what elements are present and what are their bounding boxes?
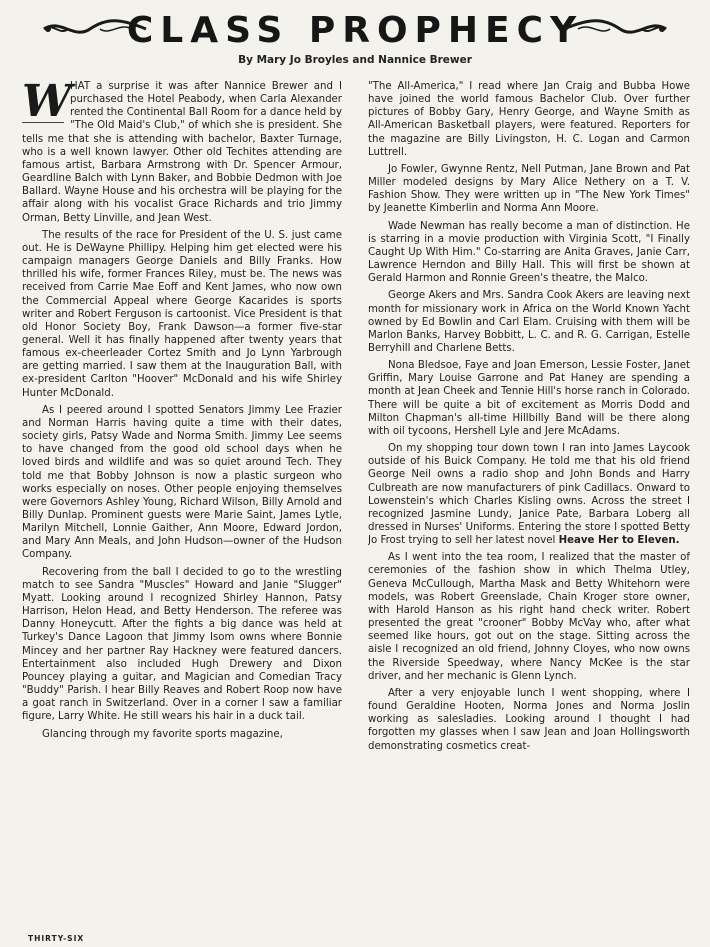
paragraph: Wade Newman has really become a man of distinction. He is starring in a movie production with Virginia Scott, "I Finally Caught Up With Him." Co-starring are Anita Graves, Janie Carr, Lawrence Herndon and Billy Hall. This will first be shown at Gerald Harmon and Ronnie Green's theatre, the Malco. [368, 220, 690, 285]
page-number: THIRTY-SIX [28, 934, 85, 943]
paragraph: After a very enjoyable lunch I went shopping, where I found Geraldine Hooten, Norma Jones and Norma Joslin working as salesladies. Looking around I thought I had forgotten my glasses when I saw Jean and Joan Hollingsworth demonstrating cosmetics creat- [368, 687, 690, 752]
byline: By Mary Jo Broyles and Nannice Brewer [238, 54, 472, 66]
paragraph: George Akers and Mrs. Sandra Cook Akers are leaving next month for missionary work in Africa on the World Known Yacht owned by Ed Bowlin and Carl Elam. Cruising with them will be Marlon Banks, Harvey Bobbitt, L. C. and R. G. Carrigan, Estelle Berryhill and Charlene Betts. [368, 290, 690, 354]
paragraph: As I peered around I spotted Senators Jimmy Lee Frazier and Norman Harris having quite a time with their dates, society girls, Patsy Wade and Norma Smith. Jimmy Lee seems to have changed from the good old school days when he loved birds and wildlife and was so quiet around Tech. They told me that Bobby Johnson is now a plastic surgeon who works especially on noses. Other people enjoying themselves were Governors Ashley Young, Richard Wilson, Billy Arnold and Billy Dunlap. Prominent guests were Marie Saint, James Lytle, Marilyn Mitchell, Lonnie Gaither, Ann Moore, Edward Jordon, and Mary Ann Meals, and John Hudson—owner of the Hudson Company. [22, 404, 342, 561]
paragraph: As I went into the tea room, I realized that the master of ceremonies of the fashion show in which Thelma Utley, Geneva McCullough, Martha Mask and Betty Whitehorn were models, was Robert Greenslade, Chain Kroger store owner, with Harold Hanson as his right hand check writer. Robert presented the great "crooner" Bobby McVay who, after what seemed like hours, got out on the stage. Sitting across the aisle I recognized an old friend, Johnny Cloyes, who now owns the Riverside Speedway, where Nancy McKee is the star driver, and her mechanic is Glenn Lynch. [368, 552, 690, 682]
drop-cap: W [22, 80, 72, 127]
paragraph: Recovering from the ball I decided to go to the wrestling match to see Sandra "Muscles" Howard and Janie "Slugger" Myatt. Looking around I recognized Shirley Hannon, Patsy Harrison, Helon Head, and Betty Henderson. The referee was Danny Honeycutt. After the fights a big dance was held at Turkey's Dance Lagoon that Jimmy Isom owns where Bonnie Mincey and her partner Ray Hackney were featured dancers. Entertainment also included Hugh Drewery and Dixon Pouncey playing a guitar, and Magician and Comedian Tracy "Buddy" Parish. I hear Billy Reaves and Robert Roop now have a goat ranch in Switzerland. Over in a corner I saw a familiar figure, Larry White. He still wears his hair in a duck tail. [22, 566, 342, 723]
novel-title: Heave Her to Eleven. [558, 535, 680, 547]
page-header [0, 6, 710, 52]
paragraph: On my shopping tour down town I ran into James Laycook outside of his Buick Company. He told me that his old friend George Neil owns a radio shop and John Bonds and Harry Culbreath are now manufacturers of pink Cadillacs. Onward to Lowenstein's which Charles Kisling owns. Across the street I recognized Jasmine Lundy, Janice Pate, Barbara Loberg all dressed in Nurses' Uniforms. Entering the store I spotted Betty Jo Frost trying to sell her latest novel Heave Her to Eleven. [368, 443, 690, 547]
scroll-flourish-right-icon [560, 16, 670, 42]
paragraph: Glancing through my favorite sports magazine, [42, 728, 283, 740]
paragraph: Jo Fowler, Gwynne Rentz, Nell Putman, Jane Brown and Pat Miller modeled designs by Mary Alice Nethery on a T. V. Fashion Show. They were written up in "The New York Times" by Jeanette Kimberlin and Norma Ann Moore. [368, 163, 690, 215]
article-column-2 [368, 80, 690, 930]
paragraph: "The All-America," I read where Jan Craig and Bubba Howe have joined the world famous Bachelor Club. Over further pictures of Bobby Gary, Henry George, and Wayne Smith as All-American Basketball players, were featured. Reporters for the magazine are Billy Livingston, H. C. Logan and Carmon Luttrell. [368, 81, 690, 158]
paragraph: The results of the race for President of the U. S. just came out. He is DeWayne Phillipy. Helping him get elected were his campaign managers George Daniels and Billy Franks. How thrilled his wife, former Frances Riley, must be. The news was received from Carrie Mae Eoff and Kent James, who now own the Commercial Appeal where George Kacarides is sports writer and Robert Ferguson is cartoonist. Vice President is that old Honor Society Boy, Frank Dawson—a former five-star general. Well it has finally happened after twenty years that famous ex-cheerleader Cortez Smith and Jo Lynn Yarbrough are getting married. I saw them at the Inauguration Ball, with ex-president Carlton "Hoover" McDonald and his wife Shirley Hunter McDonald. [22, 229, 342, 399]
article-column-1 [22, 80, 342, 930]
paragraph: Nona Bledsoe, Faye and Joan Emerson, Lessie Foster, Janet Griffin, Mary Louise Garrone and Pat Haney are spending a month at Jean Cheek and Tennie Hill's horse ranch in Colorado. There will be quite a bit of excitement as Morris Dodd and Milton Chapman's all-time Hillbilly Band will be there along with oil tycoons, Hershell Lyle and Jere McAdams. [368, 360, 690, 437]
paragraph: W HAT a surprise it was after Nannice Brewer and I purchased the Hotel Peabody, when Carla Alexander rented the Continental Ball Room for a dance held by "The Old Maid's Club," of which she is president. She tells me that she is attending with bachelor, Baxter Turnage, who is a well known lawyer. Other old Techites attending are famous artist, Barbara Armstrong with Dr. Spencer Armour, Geardline Balch with Lynn Baker, and Bobbie Dedmon with Joe Ballard. Wayne House and his orchestra will be playing for the affair along with his vocalist Grace Richards and trio Jimmy Orman, Betty Linville, and Jean West. [22, 80, 342, 224]
page-title: CLASS PROPHECY [126, 10, 584, 51]
